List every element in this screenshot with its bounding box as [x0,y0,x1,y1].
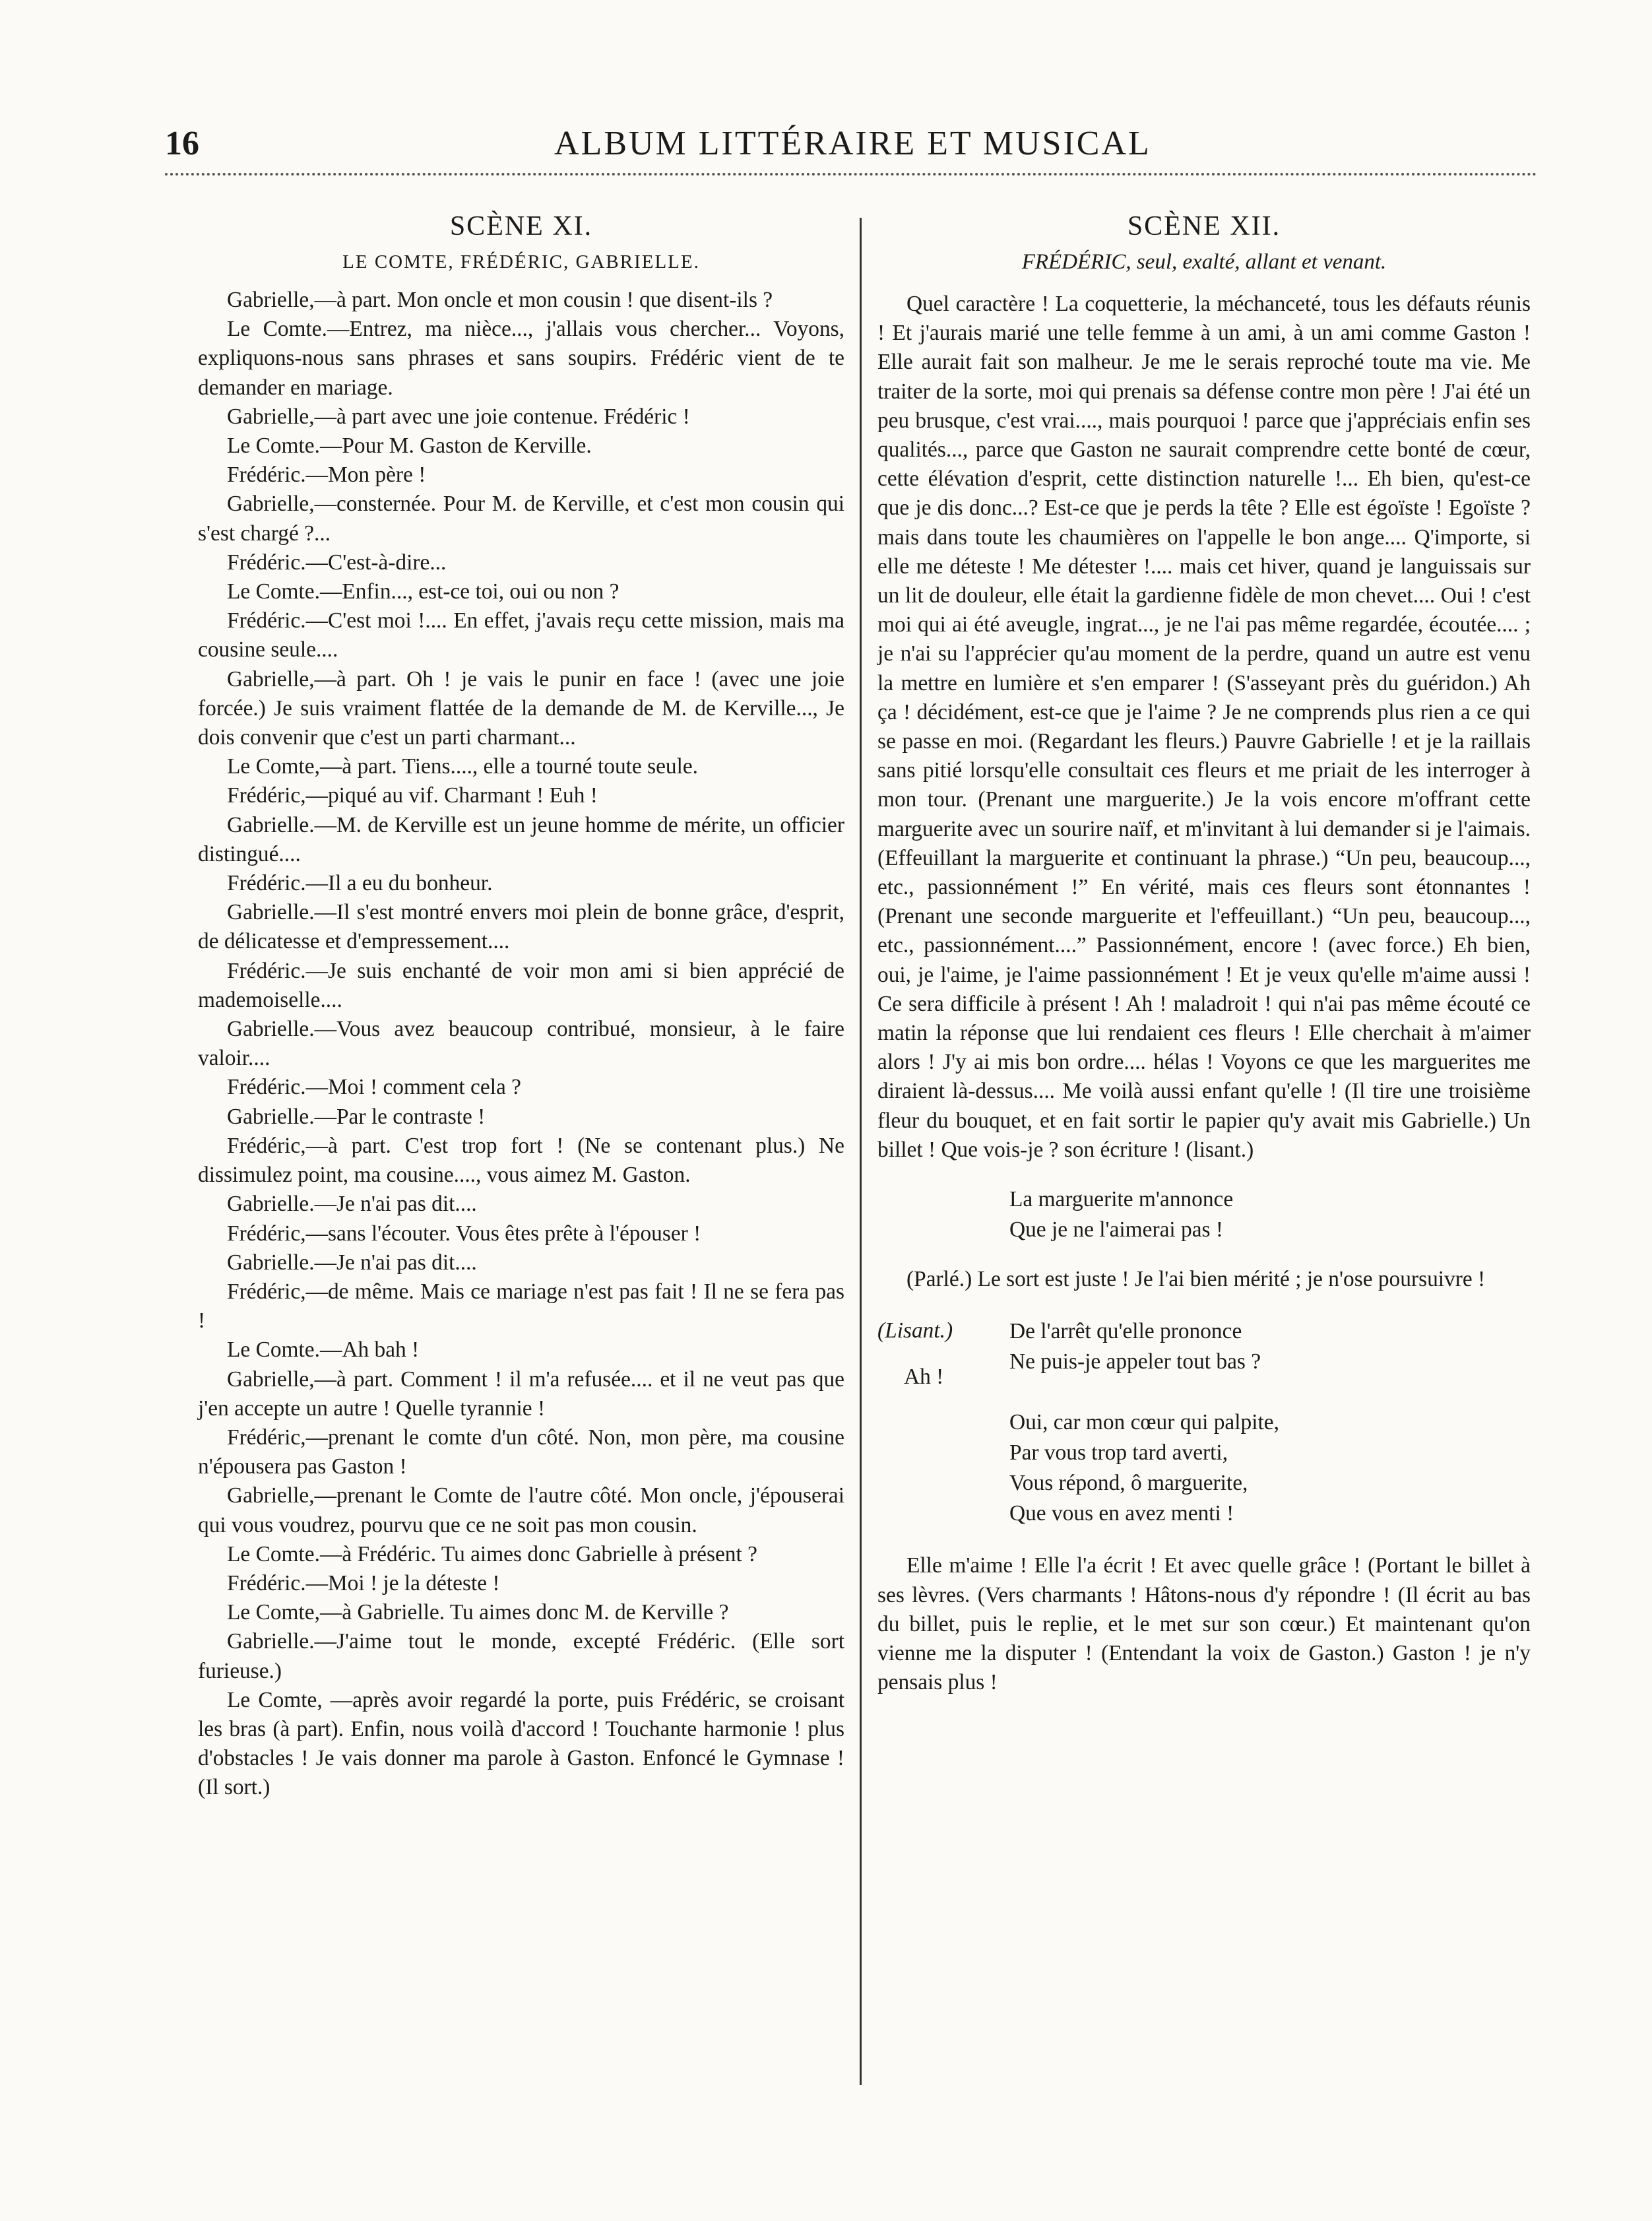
dialogue-paragraph: Gabrielle.—M. de Kerville est un jeune homme de mérite, un officier distingué.... [198,812,844,866]
verse-line: Oui, car mon cœur qui palpite, [1009,1410,1279,1435]
verse-line: Ne puis-je appeler tout bas ? [1009,1349,1261,1374]
dialogue-paragraph: Frédéric,—sans l'écouter. Vous êtes prête à l'épouser ! [227,1221,701,1246]
dialogue-paragraph: Gabrielle,—à part. Comment ! il m'a refusée.... et il ne veut pas que j'en accepte un autre ! Quelle tyrannie ! [198,1367,844,1421]
verse-line: De l'arrêt qu'elle prononce [1009,1319,1242,1344]
column-divider [860,218,862,2085]
stage-direction: (Lisant.) [877,1318,953,1343]
dialogue-paragraph: Le Comte,—à Gabrielle. Tu aimes donc M. de Kerville ? [227,1600,729,1625]
verse-line: Vous répond, ô marguerite, [1009,1471,1248,1496]
scene-personae: FRÉDÉRIC, seul, exalté, allant et venant. [1021,250,1387,274]
dialogue-paragraph: Le Comte, —après avoir regardé la porte, puis Frédéric, se croisant les bras (à part). Enfin, nous voilà d'accord ! Touchante harmonie ! plus d'obstacles ! Je vais donner ma parole à Gaston. Enfoncé le Gymnase ! (Il sort.) [198,1687,844,1800]
dialogue-paragraph: Frédéric.—Moi ! comment cela ? [227,1075,521,1100]
dialogue-paragraph: Le Comte,—à part. Tiens...., elle a tourné toute seule. [227,754,699,779]
right-column [877,208,1531,1697]
dialogue-paragraph: Frédéric,—à part. C'est trop fort ! (Ne se contenant plus.) Ne dissimulez point, ma cousine...., vous aimez M. Gaston. [198,1133,844,1188]
dialogue-paragraph: Gabrielle,—prenant le Comte de l'autre côté. Mon oncle, j'épouserai qui vous voudrez, pourvu que ce ne soit pas mon cousin. [198,1483,844,1537]
dialogue-paragraph: Frédéric.—Mon père ! [227,463,426,488]
dialogue-paragraph: Gabrielle.—Je n'ai pas dit.... [227,1192,477,1217]
header-rule [165,173,1537,176]
dialogue-paragraph: Gabrielle.—Il s'est montré envers moi plein de bonne grâce, d'esprit, de délicatesse et d'empressement.... [198,900,844,954]
dialogue-paragraph: Frédéric.—Il a eu du bonheur. [227,871,493,896]
verse-line: Que je ne l'aimerai pas ! [1009,1217,1224,1242]
verse [877,1184,1531,1245]
scene-title: SCÈNE XI. [449,211,593,241]
dialogue [198,286,844,1803]
dialogue-paragraph: Le Comte.—Ah bah ! [227,1337,420,1363]
left-column [198,208,844,1803]
dialogue-paragraph: Frédéric,—piqué au vif. Charmant ! Euh ! [227,783,598,808]
verse-line: La marguerite m'annonce [1009,1187,1234,1212]
dialogue-paragraph: Frédéric.—Je suis enchanté de voir mon ami si bien apprécié de mademoiselle.... [198,958,844,1012]
verse-line: Que vous en avez menti ! [1009,1501,1234,1526]
song-block [877,1316,1531,1529]
monologue-paragraph: Quel caractère ! La coquetterie, la méchanceté, tous les défauts réunis ! Et j'aurais marié une telle femme à un ami, à un ami comme Gaston ! Elle aurait fait son malheur. Je me le serais reproché toute ma vie. Me traiter de la sorte, moi qui prenais sa défense contre mon père ! J'ai été un peu brusque, c'est vrai...., mais pourquoi ! parce que j'appréciais enfin ses qualités..., parce que Gaston ne saurait comprendre cette bonté de cœur, cette élévation d'esprit, cette distinction naturelle !... Eh bien, qu'est-ce que je dis donc...? Est-ce que je perds la tête ? Elle est égoïste ! Egoïste ? mais dans toute les chaumières on l'appelle le bon ange.... Q'importe, si elle me déteste ! Me détester !.... mais cet hiver, quand je languissais sur un lit de douleur, elle était la gardienne fidèle de mon chevet.... Oui ! c'est moi qui ai été aveugle, ingrat..., je ne l'ai pas même regardée, écoutée.... ; je n'ai su l'apprécier qu'au moment de la perdre, quand un autre est venu la mettre en lumière et s'en emparer ! (S'asseyant près du guéridon.) Ah ça ! décidément, est-ce que je l'aime ? Je ne comprends plus rien a ce qui se passe en moi. (Regardant les fleurs.) Pauvre Gabrielle ! et je la raillais sans pitié lorsqu'elle consultait ces fleurs et me priait de les interroger à mon tour. (Prenant une marguerite.) Je la vois encore m'offrant cette marguerite avec un sourire naïf, et m'invitant à lui demander si je l'aimais. (Effeuillant la marguerite et continuant la phrase.) “Un peu, beaucoup..., etc., passionnément !” En vérité, mais ces fleurs sont étonnantes ! (Prenant une seconde marguerite et l'effeuillant.) “Un peu, beaucoup..., etc., passionnément....” Passionnément, encore ! (avec force.) Eh bien, oui, je l'aime, je l'aime passionnément ! Et je veux qu'elle m'aime aussi ! Ce sera difficile à présent ! Ah ! maladroit ! qui n'ai pas même écouté ce matin la réponse que lui rendaient ces fleurs ! Elle cherchait à m'aimer alors ! J'y ai mis bon ordre.... hélas ! Voyons ce que les marguerites me diraient là-dessus.... Me voilà aussi enfant qu'elle ! (Il tire une troisième fleur du bouquet, et en fait sortir le papier qu'y avait mis Gabrielle.) Un billet ! Que vois-je ? son écriture ! (lisant.) [877,292,1531,1162]
scene-personae: LE COMTE, FRÉDÉRIC, GABRIELLE. [342,251,700,273]
dialogue-paragraph: Gabrielle,—à part avec une joie contenue. Frédéric ! [227,404,690,429]
running-title: ALBUM LITTÉRAIRE ET MUSICAL [554,125,1151,162]
dialogue-paragraph: Gabrielle.—Je n'ai pas dit.... [227,1250,477,1275]
dialogue-paragraph: Le Comte.—Enfin..., est-ce toi, oui ou non ? [227,579,620,604]
verse-line: Par vous trop tard averti, [1009,1440,1228,1465]
dialogue-paragraph: Le Comte.—Entrez, ma nièce..., j'allais vous chercher... Voyons, expliquons-nous sans phrases et sans soupirs. Frédéric vient de te demander en mariage. [198,317,844,400]
dialogue-paragraph: Frédéric.—C'est moi !.... En effet, j'avais reçu cette mission, mais ma cousine seule.... [198,608,844,662]
monologue-paragraph: Elle m'aime ! Elle l'a écrit ! Et avec quelle grâce ! (Portant le billet à ses lèvres. (Vers charmants ! Hâtons-nous d'y répondre ! (Il écrit au bas du billet, puis le replie, et le met sur son cœur.) Et maintenant qu'on vienne me la disputer ! (Entendant la voix de Gaston.) Gaston ! je n'y pensais plus ! [877,1553,1531,1695]
dialogue-paragraph: Gabrielle.—Vous avez beaucoup contribué, monsieur, à le faire valoir.... [198,1017,844,1071]
dialogue-paragraph: Gabrielle,—à part. Oh ! je vais le punir en face ! (avec une joie forcée.) Je suis vraiment flattée de la demande de M. de Kerville..., Je dois convenir que c'est un parti charmant... [198,666,844,750]
dialogue-paragraph: Frédéric.—C'est-à-dire... [227,550,447,575]
dialogue-paragraph: Gabrielle.—J'aime tout le monde, excepté Frédéric. (Elle sort furieuse.) [198,1629,844,1683]
dialogue-paragraph: Le Comte.—Pour M. Gaston de Kerville. [227,434,592,459]
dialogue-paragraph: Frédéric,—prenant le comte d'un côté. Non, mon père, ma cousine n'épousera pas Gaston ! [198,1425,844,1479]
dialogue-paragraph: Le Comte.—à Frédéric. Tu aimes donc Gabrielle à présent ? [227,1541,757,1566]
page-header [165,119,1537,172]
dialogue-paragraph: Frédéric,—de même. Mais ce mariage n'est pas fait ! Il ne se fera pas ! [198,1279,844,1334]
dialogue-paragraph: Gabrielle.—Par le contraste ! [227,1104,486,1129]
dialogue-paragraph: Gabrielle,—consternée. Pour M. de Kerville, et c'est mon cousin qui s'est chargé ?... [198,492,844,546]
dialogue-paragraph: Gabrielle,—à part. Mon oncle et mon cousin ! que disent-ils ? [227,288,773,312]
scene-title: SCÈNE XII. [1127,211,1281,241]
page-number: 16 [165,125,199,162]
monologue-paragraph: (Parlé.) Le sort est juste ! Je l'ai bien mérité ; je n'ose poursuivre ! [906,1267,1486,1292]
dialogue-paragraph: Frédéric.—Moi ! je la déteste ! [227,1570,500,1595]
exclamation: Ah ! [904,1365,944,1390]
